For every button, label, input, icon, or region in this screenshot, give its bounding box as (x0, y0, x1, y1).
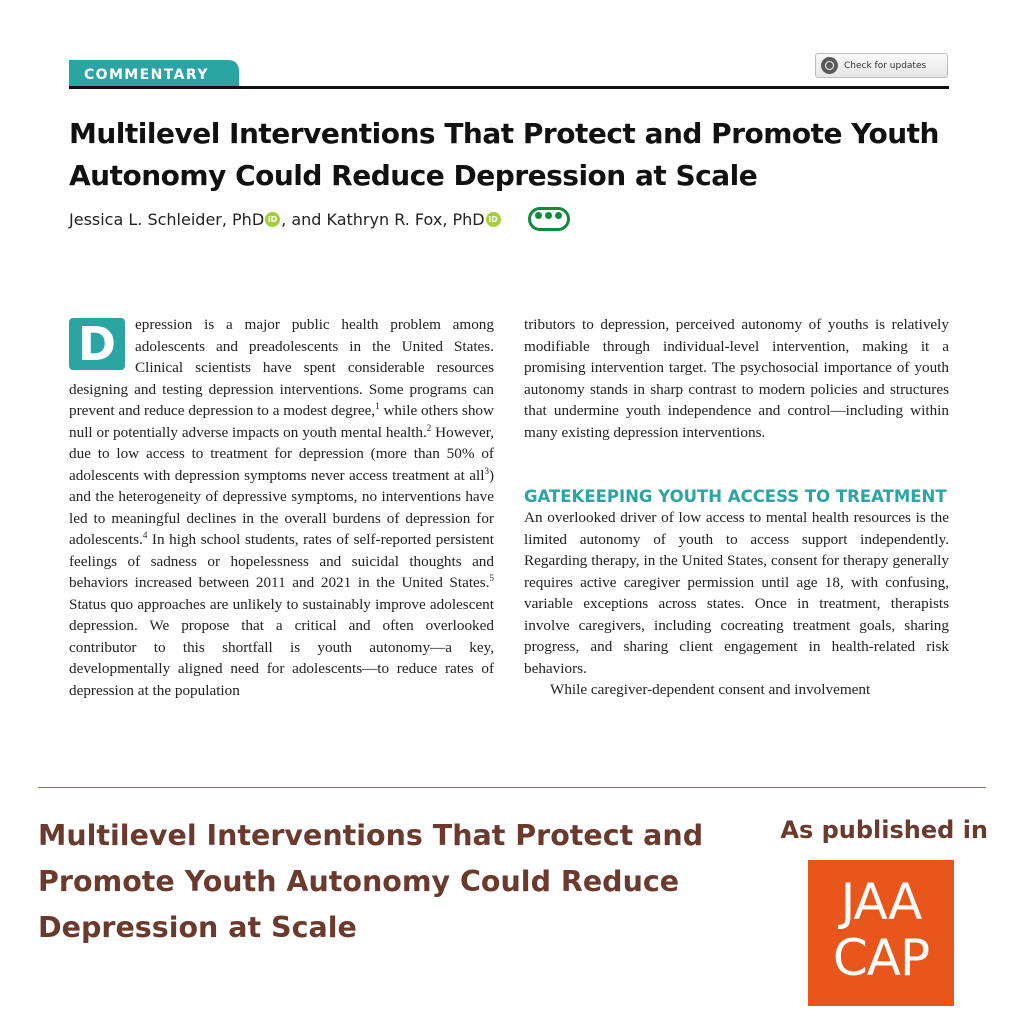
reference-3[interactable]: 3 (484, 465, 489, 476)
promo-title: Multilevel Interventions That Protect and Promote Youth Autonomy Could Reduce Depression at Scale (38, 819, 704, 944)
text-span: while others show null or potentially adverse impacts on youth mental health. (69, 402, 494, 441)
promo-divider (38, 787, 986, 788)
author-2[interactable]: , and Kathryn R. Fox, PhD (281, 209, 485, 229)
orcid-icon[interactable]: iD (265, 212, 280, 227)
reference-5[interactable]: 5 (489, 572, 494, 583)
check-for-updates-label: Check for updates (844, 60, 927, 71)
jaacap-logo[interactable] (808, 860, 954, 1006)
reference-4[interactable]: 4 (142, 529, 148, 540)
reference-1[interactable]: 1 (375, 400, 380, 411)
intro-paragraph (69, 314, 494, 701)
group-users-icon (528, 207, 570, 231)
text-span: ) and the heterogeneity of depressive symptoms, no interventions have led to meaningful declines in the overall burdens of depression for adolescents. (69, 466, 494, 548)
text-span: In high school students, rates of self-reported persistent feelings of sadness or hopelessness and suicidal thoughts and behaviors increased between 2011 and 2021 in the United States. (69, 531, 494, 591)
crossmark-icon (821, 57, 838, 74)
reference-2[interactable]: 2 (426, 422, 432, 433)
article-title: Multilevel Interventions That Protect and Promote Youth Autonomy Could Reduce Depression at Scale (69, 117, 939, 192)
orcid-icon[interactable]: iD (486, 212, 501, 227)
check-for-updates-button[interactable] (815, 53, 948, 78)
article-type-tag: COMMENTARY (69, 60, 239, 89)
section-heading: GATEKEEPING YOUTH ACCESS TO TREATMENT (524, 487, 947, 506)
continued-paragraph: tributors to depression, perceived autonomy of youths is relatively modifiable through individual-level intervention, making it a promising intervention target. The psychosocial importance of youth autonomy stands in sharp contrast to modern policies and structures that undermine youth independence and control—including within many existing depression interventions. (524, 316, 949, 441)
author-1[interactable]: Jessica L. Schleider, PhD (69, 209, 265, 229)
section-paragraph-cut: While caregiver-dependent consent and involvement (550, 681, 871, 698)
published-in-label: As published in (780, 816, 988, 844)
body-column-left (69, 314, 494, 750)
logo-line-1: JAA (840, 873, 922, 931)
author-line (69, 204, 570, 234)
text-span: However, due to low access to treatment for depression (more than 50% of adolescents with depression symptoms never access treatment at all (69, 423, 494, 484)
body-column-right (524, 314, 949, 750)
text-span: epression is a major public health problem among adolescents and preadolescents in the United States. Clinical scientists have spent considerable resources designing and testing depression interventions. Some programs can prevent and reduce depression to a modest degree, (69, 316, 494, 419)
section-paragraph: An overlooked driver of low access to mental health resources is the limited autonomy of youth to access support independently. Regarding therapy, in the United States, consent for therapy generally requires active caregiver permission until age 18, with confusing, variable exceptions across states. Once in treatment, therapists involve caregivers, including cocreating treatment goals, sharing progress, and sharing client engagement in health-related risk behaviors. (524, 509, 949, 677)
drop-cap: D (69, 318, 125, 370)
header-divider (69, 86, 949, 89)
text-span: Status quo approaches are unlikely to sustainably improve adolescent depression. We propose that a critical and often overlooked contributor to this shortfall is youth autonomy—a key, developmentally aligned need for adolescents—to reduce rates of depression at the population (69, 595, 494, 699)
logo-line-2: CAP (832, 929, 930, 987)
